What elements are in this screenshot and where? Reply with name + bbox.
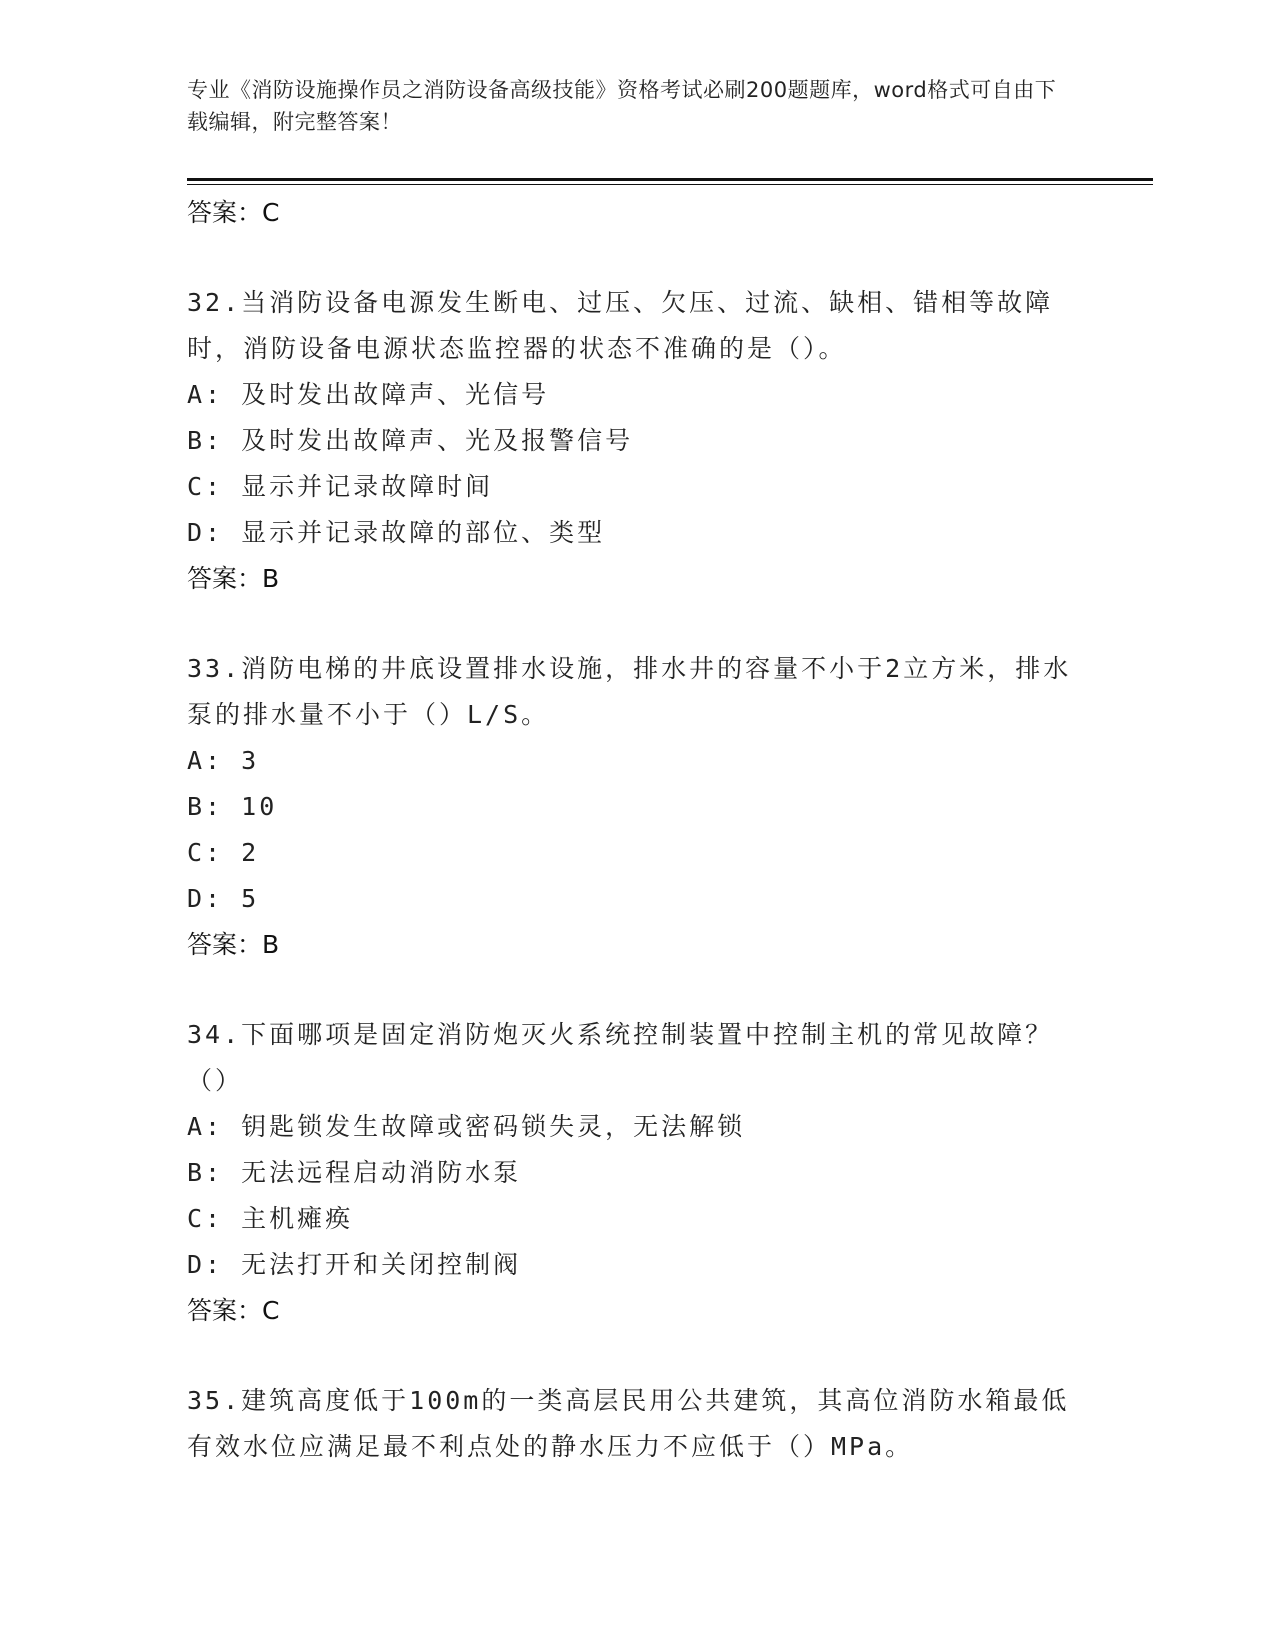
option-a: A: 3 [187,746,260,775]
answer: 答案：B [187,564,280,593]
answer-31: 答案：C [187,198,280,227]
option-b: B: 无法远程启动消防水泵 [187,1158,522,1187]
header-rule-thick [187,178,1153,181]
answer: 答案：C [187,1296,280,1325]
answer: 答案：B [187,930,280,959]
question-35 [187,1378,1087,1470]
question-32 [187,280,1087,602]
option-c: C: 2 [187,838,260,867]
header-rule-thin [187,184,1153,185]
question-34 [187,1012,1087,1334]
option-a: A: 及时发出故障声、光信号 [187,380,550,409]
question-text: 33.消防电梯的井底设置排水设施，排水井的容量不小于2立方米，排水泵的排水量不小于（）L/S。 [187,654,1072,729]
option-d: D: 5 [187,884,260,913]
document-body [187,190,1087,1470]
question-text: 34.下面哪项是固定消防炮灭火系统控制装置中控制主机的常见故障？（） [187,1020,1054,1095]
option-a: A: 钥匙锁发生故障或密码锁失灵，无法解锁 [187,1112,746,1141]
question-text: 35.建筑高度低于100m的一类高层民用公共建筑，其高位消防水箱最低有效水位应满足最不利点处的静水压力不应低于（）MPa。 [187,1386,1070,1461]
option-b: B: 10 [187,792,278,821]
option-b: B: 及时发出故障声、光及报警信号 [187,426,634,455]
question-33 [187,646,1087,968]
option-d: D: 显示并记录故障的部位、类型 [187,518,606,547]
question-text: 32.当消防设备电源发生断电、过压、欠压、过流、缺相、错相等故障时，消防设备电源状态监控器的状态不准确的是（）。 [187,288,1054,363]
document-header: 专业《消防设施操作员之消防设备高级技能》资格考试必刷200题题库，word格式可自由下载编辑，附完整答案！ [187,78,1057,134]
option-c: C: 主机瘫痪 [187,1204,354,1233]
option-c: C: 显示并记录故障时间 [187,472,494,501]
option-d: D: 无法打开和关闭控制阀 [187,1250,522,1279]
